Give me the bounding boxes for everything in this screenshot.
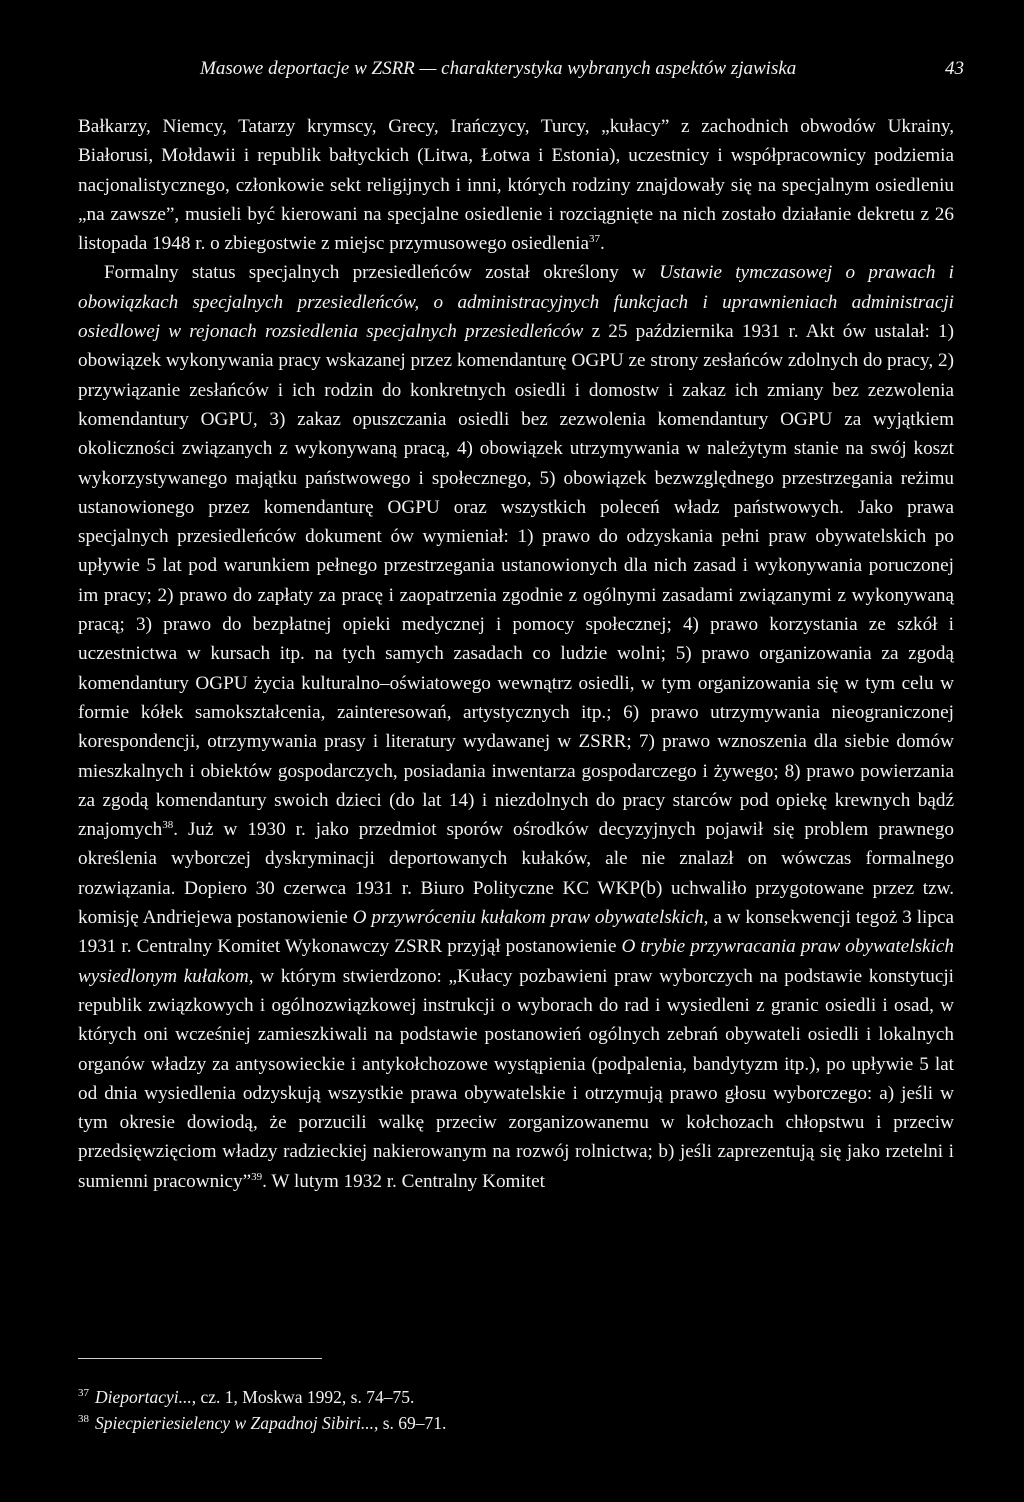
paragraph-2-text-4: , a w konsekwencji tegoż 3 lipca 1931 r. Centralny Komitet Wykonawczy ZSRR przyjął postanowienie: [78, 907, 954, 958]
footnote-source-title: Dieportacyi...: [95, 1387, 192, 1407]
paragraph-2-text-5: , w którym stwierdzono: „Kułacy pozbawieni praw wyborczych na podstawie konstytucji republik związkowych i ogólnozwiązkowej instrukcji o wyborach do rad i wysiedleni z granic osiedli i osad, w których oni wcześniej zamieszkiwali na podstawie postanowień ogólnych zebrań obywateli osiedli i lokalnych organów władzy za antysowieckie i antykołchozowe wystąpienia (podpalenia, bandytyzm itp.), po upływie 5 lat od dnia wysiedlenia odzyskują wszystkie prawa obywatelskie i otrzymują prawo głosu wyborczego: a) jeśli w tym okresie dowiodą, że porzucili walkę przeciw zorganizowanemu w kołchozach chłopstwu i przeciw przedsięwzięciom władzy radzieckiej nakierowanym na rozwój rolnictwa; b) jeśli zaprezentują się jako rzetelni i sumienni pracownicy”: [78, 965, 954, 1192]
footnote-ref-38: 38: [162, 819, 174, 832]
paragraph-2-text-3: . Już w 1930 r. jako przedmiot sporów ośrodków decyzyjnych pojawił się problem prawnego określenia wyborczej dyskryminacji deportowanych kułaków, ale nie znalazł on wówczas formalnego rozwiązania. Dopiero 30 czerwca 1931 r. Biuro Polityczne KC WKP(b) uchwaliło przygotowane przez tzw. komisję Andriejewa postanowienie: [78, 819, 954, 929]
footnote-number: 38: [78, 1413, 89, 1425]
footnote-ref-39: 39: [251, 1170, 263, 1183]
paragraph-1-text: Bałkarzy, Niemcy, Tatarzy krymscy, Grecy, Irańczycy, Turcy, „kułacy” z zachodnich obwodów Ukrainy, Białorusi, Mołdawii i republik bałtyckich (Litwa, Łotwa i Estonia), uczestnicy i współpracownicy podziemia nacjonalistycznego, członkowie sekt religijnych i inni, których rodziny znajdowały się na specjalnym osiedleniu „na zawsze”, musieli być kierowani na specjalne osiedlenie i rozciągnięte na nich zostało działanie dekretu z 26 listopada 1948 r. o zbiegostwie z miejsc przymusowego osiedlenia: [78, 116, 954, 255]
paragraph-2: [78, 258, 954, 1196]
footnote-source-details: , s. 69–71.: [373, 1413, 447, 1433]
paragraph-1: [78, 112, 954, 258]
running-title: Masowe deportacje w ZSRR — charakterystyka wybranych aspektów zjawiska: [200, 58, 797, 79]
footnote-ref-37: 37: [589, 233, 601, 246]
footnotes: [78, 1384, 954, 1436]
paragraph-2-text-1: Formalny status specjalnych przesiedleńców został określony w: [104, 262, 660, 284]
footnote-source-details: , cz. 1, Moskwa 1992, s. 74–75.: [191, 1387, 415, 1407]
paragraph-1-tail: .: [600, 233, 605, 255]
paragraph-2-title-przywroceniu: O przywróceniu kułakom praw obywatelskich: [352, 907, 704, 929]
paragraph-2-title-trybie: O trybie przywracania praw obywatelskich wysiedlonym kułakom: [78, 936, 954, 987]
paragraph-2-text-6: . W lutym 1932 r. Centralny Komitet: [262, 1170, 545, 1192]
footnote-37: [78, 1384, 954, 1410]
page-number: 43: [945, 58, 964, 79]
paragraph-2-title-ustawa: Ustawie tymczasowej o prawach i obowiązkach specjalnych przesiedleńców, o administracyjnych funkcjach i uprawnieniach administracji osiedlowej w rejonach rozsiedlenia specjalnych przesiedleńców: [78, 262, 954, 343]
paragraph-2-text-2: z 25 października 1931 r. Akt ów ustalał: 1) obowiązek wykonywania pracy wskazanej przez komendanturę OGPU ze strony zesłańców zdolnych do pracy, 2) przywiązanie zesłańców i ich rodzin do konkretnych osiedli i domostw i zakaz ich zmiany bez zezwolenia komendantury OGPU, 3) zakaz opuszczania osiedli bez zezwolenia komendantury OGPU za wyjątkiem okoliczności związanych z wykonywaną pracą, 4) obowiązek utrzymywania w należytym stanie na swój koszt wykorzystywanego majątku państwowego i społecznego, 5) obowiązek bezwzględnego przestrzegania reżimu ustanowionego przez komendanturę OGPU oraz wszystkich poleceń władz państwowych. Jako prawa specjalnych przesiedleńców dokument ów wymieniał: 1) prawo do odzyskania pełni praw obywatelskich po upływie 5 lat pod warunkiem pełnego przestrzegania ustanowionych dla nich zasad i wykonywania poruczonej im pracy; 2) prawo do zapłaty za pracę i zaopatrzenia zgodnie z ogólnymi zasadami związanymi z wykonywaną pracą; 3) prawo do bezpłatnej opieki medycznej i pomocy społecznej; 4) prawo korzystania ze szkół i uczestnictwa w kursach itp. na tych samych zasadach co ludzie wolni; 5) prawo organizowania za zgodą komendantury OGPU życia kulturalno–oświatowego wewnątrz osiedli, w tym organizowania się w tym celu w formie kółek samokształcenia, zainteresowań, artystycznych itp.; 6) prawo utrzymywania nieograniczonej korespondencji, otrzymywania prasy i literatury wydawanej w ZSRR; 7) prawo wznoszenia dla siebie domów mieszkalnych i obiektów gospodarczych, posiadania inwentarza gospodarczego i żywego; 8) prawo powierzania za zgodą komendantury swoich dzieci (do lat 14) i niezdolnych do pracy starców pod opiekę krewnych bądź znajomych: [78, 321, 954, 841]
footnote-source-title: Spiecpieriesielency w Zapadnoj Sibiri...: [95, 1413, 374, 1433]
footnote-number: 37: [78, 1387, 89, 1399]
main-text: [78, 112, 954, 1196]
footnote-separator: [78, 1358, 322, 1359]
footnote-38: [78, 1410, 954, 1436]
